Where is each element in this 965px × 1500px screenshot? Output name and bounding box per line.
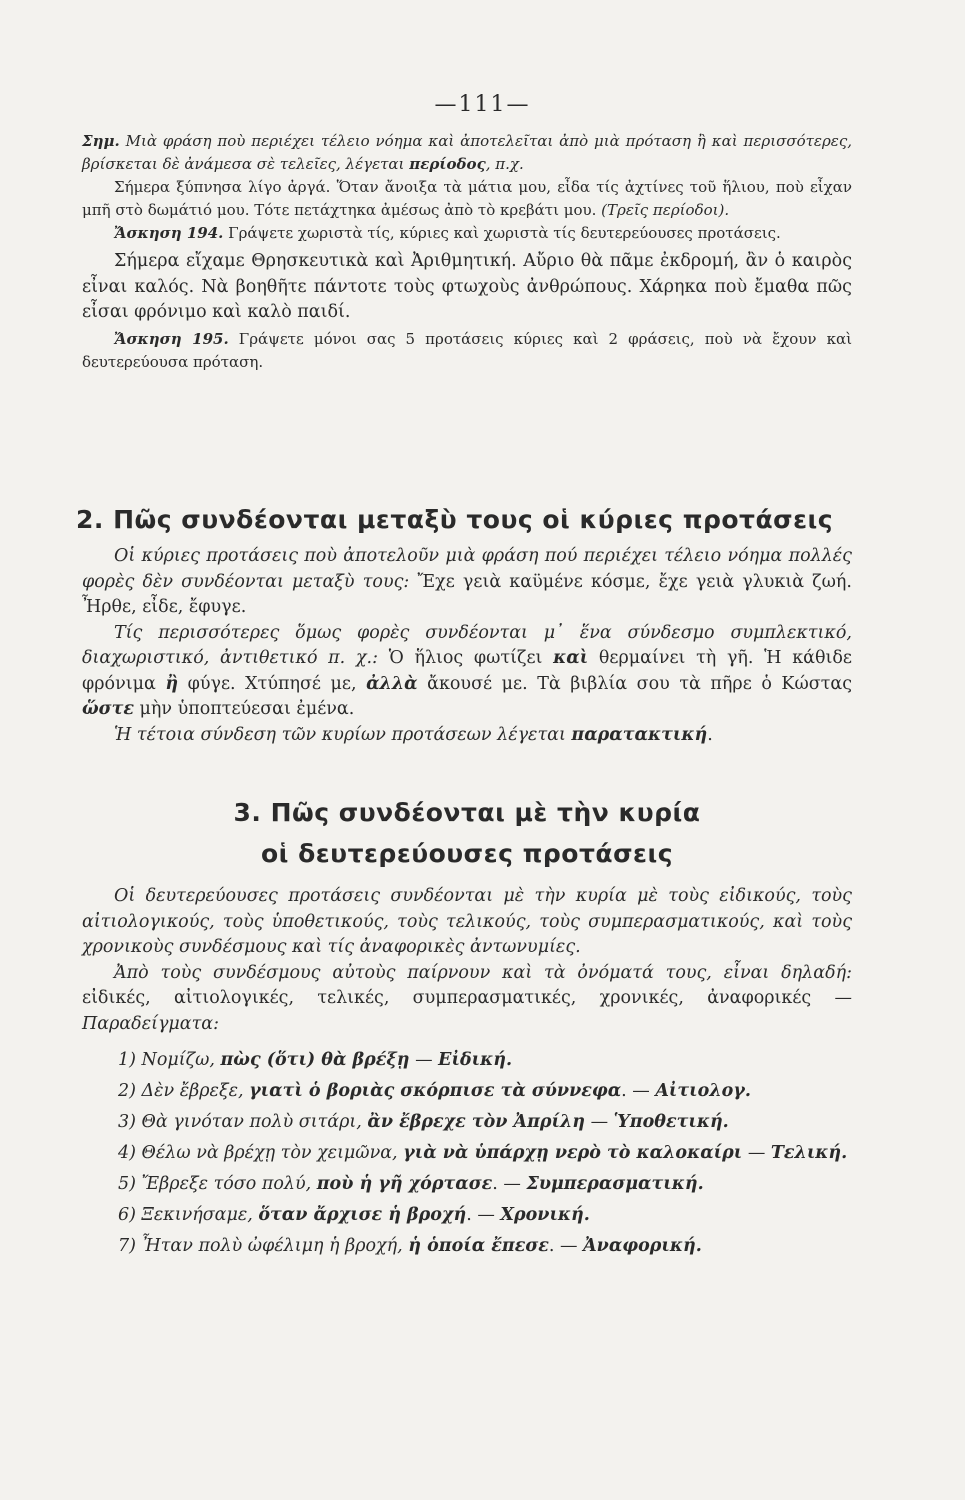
example-item: 1) Νομίζω, πὼς (ὅτι) θὰ βρέξῃ — Εἰδική. xyxy=(118,1050,513,1070)
example-item: 5) Ἔβρεξε τόσο πολύ, ποὺ ἡ γῆ χόρτασε. — Συμπερασματική. xyxy=(118,1174,704,1194)
section-2-heading: 2. Πῶς συνδέονται μεταξὺ τους οἱ κύριες προτάσεις xyxy=(76,505,834,534)
example-item: 3) Θὰ γινόταν πολὺ σιτάρι, ἂν ἔβρεχε τὸν Ἀπρίλη — Ὑποθετική. xyxy=(118,1112,729,1132)
exercise-194-text: Σήμερα εἴχαμε Θρησκευτικὰ καὶ Ἀριθμητική. Αὔριο θὰ πᾶμε ἐκδρομή, ἂν ὁ καιρὸς εἶναι καλός. Νὰ βοηθῆτε πάντοτε τοὺς φτωχοὺς ἀνθρώπους. Χάρηκα ποὺ ἔμαθα πῶς εἶσαι φρόνιμο καὶ καλὸ παιδί. xyxy=(82,251,852,322)
example-item: 4) Θέλω νὰ βρέχῃ τὸν χειμῶνα, γιὰ νὰ ὑπάρχῃ νερὸ τὸ καλοκαίρι — Τελική. xyxy=(118,1143,848,1163)
example-note: (Τρεῖς περίοδοι). xyxy=(601,201,730,219)
note-paragraph xyxy=(82,130,852,176)
exercise-195-instruction-text: Γράψετε μόνοι σας 5 προτάσεις κύριες καὶ 2 φράσεις, ποὺ νὰ ἔχουν καὶ δευτερεύουσα πρόταση. xyxy=(82,329,852,371)
section-2-paragraph-2: Τίς περισσότερες ὅμως φορὲς συνδέονται μ᾽ ἕνα σύνδεσμο συμπλεκτικό, διαχωριστικό, ἀντιθετικό π. χ.: Ὁ ἥλιος φωτίζει καὶ θερμαίνει τὴ γῆ. Ἡ κάθιδε φρόνιμα ἢ φύγε. Χτύπησέ με, ἀλλὰ ἄκουσέ με. Τὰ βιβλία σου τὰ πῆρε ὁ Κώστας ὥστε μὴν ὑποπτεύεσαι ἐμένα. xyxy=(82,622,853,719)
section-3-heading-line2: οἱ δευτερεύουσες προτάσεις xyxy=(260,839,674,868)
section-3-paragraph-2: Ἀπὸ τοὺς συνδέσμους αὐτοὺς παίρνουν καὶ τὰ ὀνόματά τους, εἶναι δηλαδή: εἰδικές, αἰτιολογικές, τελικές, συμπερασματικές, χρονικές, ἀναφορικές — Παραδείγματα: xyxy=(82,962,852,1034)
note-label: Σημ. xyxy=(82,132,120,150)
note-term: περίοδος xyxy=(409,155,486,173)
example-item: 6) Ξεκινήσαμε, ὅταν ἄρχισε ἡ βροχή. — Χρονική. xyxy=(118,1205,590,1225)
exercise-194-instruction xyxy=(82,222,852,245)
section-2-paragraph-3: Ἡ τέτοια σύνδεση τῶν κυρίων προτάσεων λέγεται παρατακτική. xyxy=(114,724,713,745)
exercise-194-instruction-text: Γράψετε χωριστὰ τίς, κύριες καὶ χωριστὰ τίς δευτερεύουσες προτάσεις. xyxy=(223,224,781,242)
example-text: Σήμερα ξύπνησα λίγο ἀργά. Ὅταν ἄνοιξα τὰ μάτια μου, εἶδα τίς ἀχτίνες τοῦ ἥλιου, ποὺ εἶχαν μπῆ στὸ δωμάτιό μου. Τότε πετάχτηκα ἀμέσως ἀπὸ τὸ κρεβάτι μου. xyxy=(82,178,852,219)
note-block xyxy=(82,130,852,374)
section-3 xyxy=(82,798,852,1262)
note-text-2: , π.χ. xyxy=(485,155,524,173)
example-item: 7) Ἦταν πολὺ ὠφέλιμη ἡ βροχή, ἡ ὁποία ἔπεσε. — Ἀναφορική. xyxy=(118,1236,702,1256)
exercise-195 xyxy=(82,328,852,374)
page-number: —111— xyxy=(434,92,531,117)
section-2 xyxy=(76,505,853,748)
exercise-195-label: Ἄσκηση 195. xyxy=(114,329,229,348)
note-text-1: Μιὰ φράση ποὺ περιέχει τέλειο νόημα καὶ ἀποτελεῖται ἀπὸ μιὰ πρόταση ἢ καὶ περισσότερες, βρίσκεται δὲ ἀνάμεσα σὲ τελεῖες, λέγεται xyxy=(82,132,852,173)
example-paragraph xyxy=(82,176,852,222)
section-3-heading-line1: 3. Πῶς συνδέονται μὲ τὴν κυρία xyxy=(233,798,701,827)
section-3-paragraph-1: Οἱ δευτερεύουσες προτάσεις συνδέονται μὲ τὴν κυρία μὲ τοὺς εἰδικούς, τοὺς αἰτιολογικούς, τοὺς ὑποθετικούς, τοὺς τελικούς, τοὺς συμπερασματικούς, καὶ τοὺς χρονικοὺς συνδέσμους καὶ τίς ἀναφορικὲς ἀντωνυμίες. xyxy=(82,886,852,957)
term-paratactic: παρατακτική xyxy=(571,724,708,745)
exercise-194-label: Ἄσκηση 194. xyxy=(114,224,224,242)
section-2-paragraph-1: Οἱ κύριες προτάσεις ποὺ ἀποτελοῦν μιὰ φράση πού περιέχει τέλειο νόημα πολλές φορὲς δὲν συνδέονται μεταξὺ τους: Ἔχε γειὰ καϋμένε κόσμε, ἔχε γειὰ γλυκιὰ ζωή. Ἦρθε, εἶδε, ἔφυγε. xyxy=(82,546,852,617)
example-item: 2) Δὲν ἔβρεξε, γιατὶ ὁ βοριὰς σκόρπισε τὰ σύννεφα. — Αἰτιολογ. xyxy=(118,1081,751,1101)
examples-list xyxy=(82,1045,852,1262)
